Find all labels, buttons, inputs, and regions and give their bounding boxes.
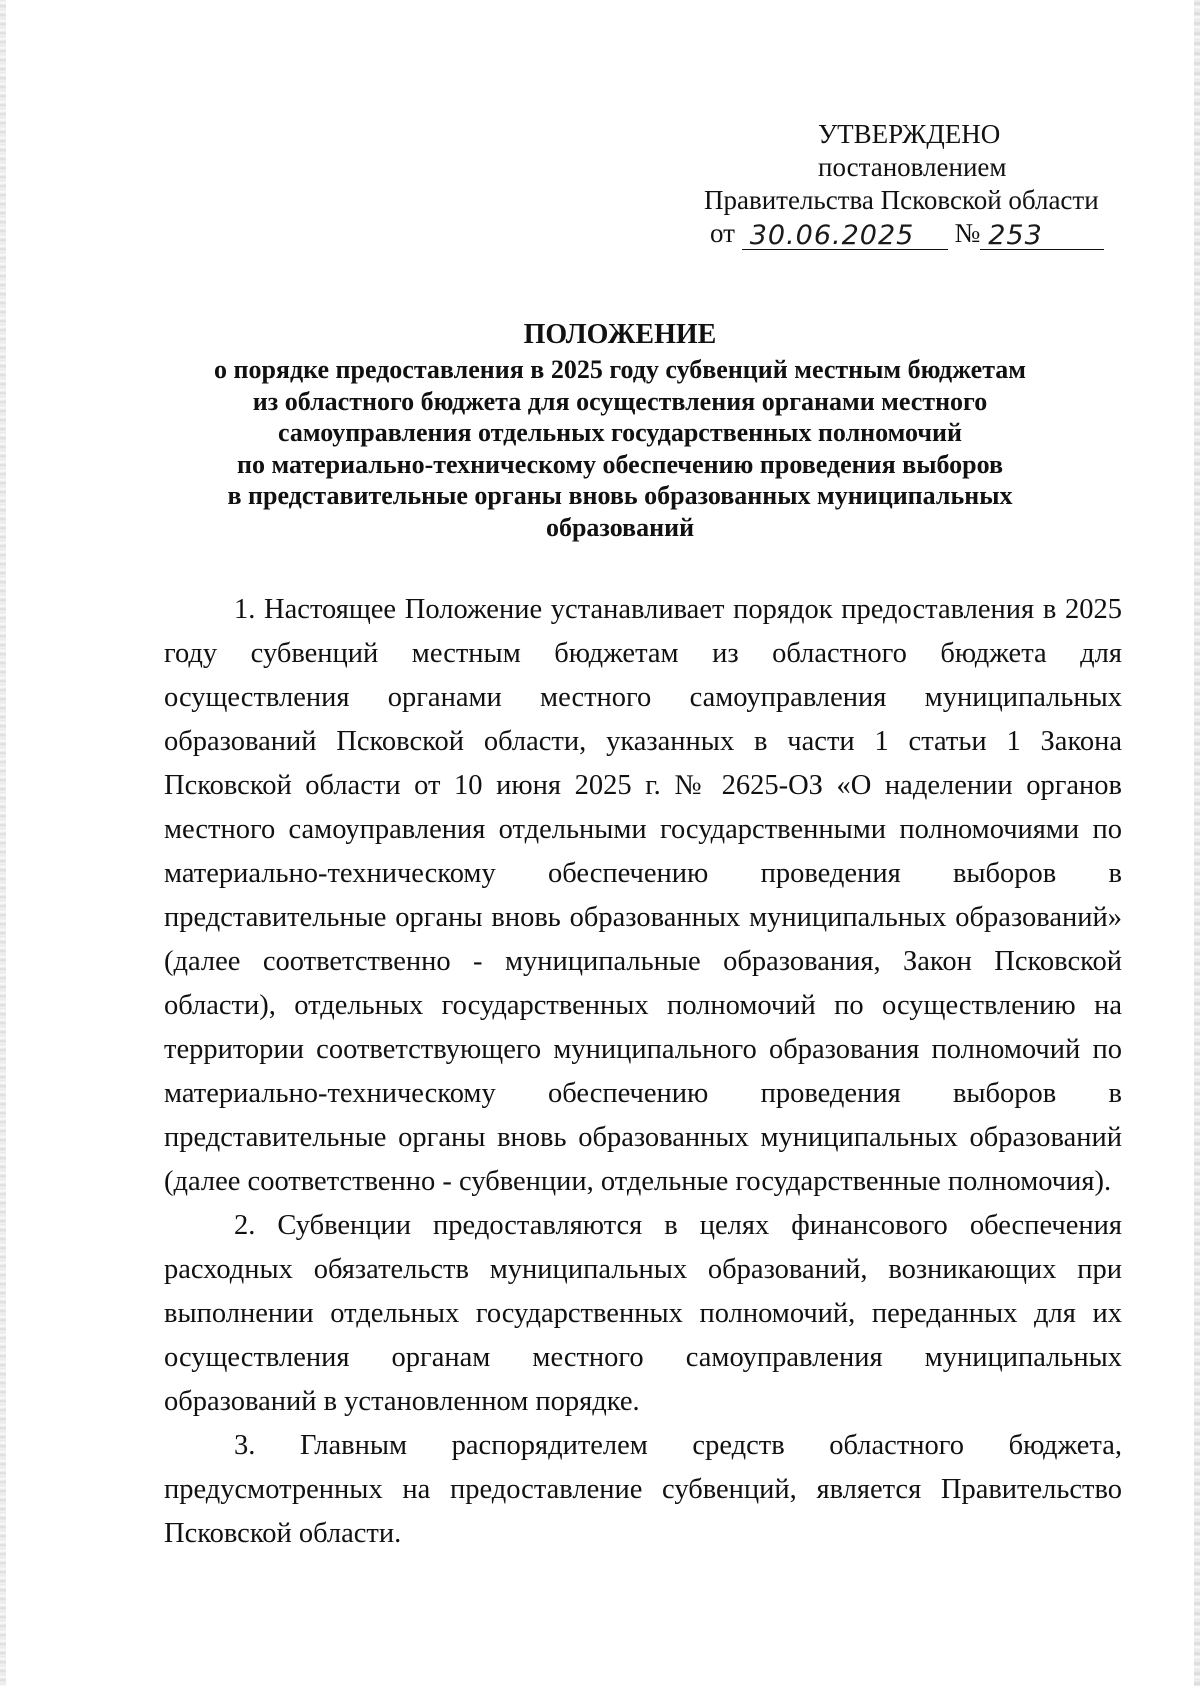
paragraph-1: 1. Настоящее Положение устанавливает порядок предоставления в 2025 году субвенций местным бюджетам из областного бюджета для осуществления органами местного самоуправления муниципальных образований Псковской области, указанных в части 1 статьи 1 Закона Псковской области от 10 июня 2025 г. № 2625-ОЗ «О наделении органов местного самоуправления отдельными государственными полномочиями по материально-техническому обеспечению проведения выборов в представительные органы вновь образованных муниципальных образований» (далее соответственно - муниципальные образования, Закон Псковской области), отдельных государственных полномочий по осуществлению на территории соответствующего муниципального образования полномочий по материально-техническому обеспечению проведения выборов в представительные органы вновь образованных муниципальных образований (далее соответственно - субвенции, отдельные государственные полномочия). — [164, 594, 1122, 1197]
handwritten-date: 30.06.2025 — [749, 220, 915, 251]
date-field — [742, 219, 948, 250]
title-line: самоуправления отдельных государственных полномочий — [278, 418, 962, 447]
document-title — [140, 318, 1100, 543]
title-line: по материально-техническому обеспечению проведения выборов — [236, 449, 1004, 479]
scan-edge-right — [1194, 0, 1200, 1686]
scan-edge-left — [0, 0, 6, 1686]
authority-label: Правительства Псковской области — [704, 185, 1099, 215]
title-line: образований — [545, 512, 695, 542]
date-prefix: от — [710, 218, 735, 248]
paragraph-2: 2. Субвенции предоставляются в целях финансового обеспечения расходных обязательств муниципальных образований, возникающих при выполнении отдельных государственных полномочий, переданных для их осуществления органам местного самоуправления муниципальных образований в установленном порядке. — [164, 1210, 1122, 1417]
paragraph-3: 3. Главным распорядителем средств областного бюджета, предусмотренных на предоставление субвенций, является Правительство Псковской области. — [164, 1430, 1122, 1549]
title-heading: ПОЛОЖЕНИЕ — [523, 319, 717, 350]
number-field — [980, 219, 1104, 250]
approved-label: УТВЕРЖДЕНО — [818, 119, 1001, 149]
by-decree-label: постановлением — [818, 152, 1007, 182]
number-prefix: № — [954, 218, 981, 248]
title-line: о порядке предоставления в 2025 году субвенций местным бюджетам — [213, 355, 1027, 384]
title-line: из областного бюджета для осуществления органами местного — [252, 386, 988, 416]
date-number-line — [650, 217, 1150, 250]
approval-stamp-block — [650, 118, 1150, 250]
title-line: в представительные органы вновь образованных муниципальных — [227, 481, 1013, 510]
handwritten-number: 253 — [988, 220, 1043, 251]
document-body — [164, 588, 1122, 1556]
